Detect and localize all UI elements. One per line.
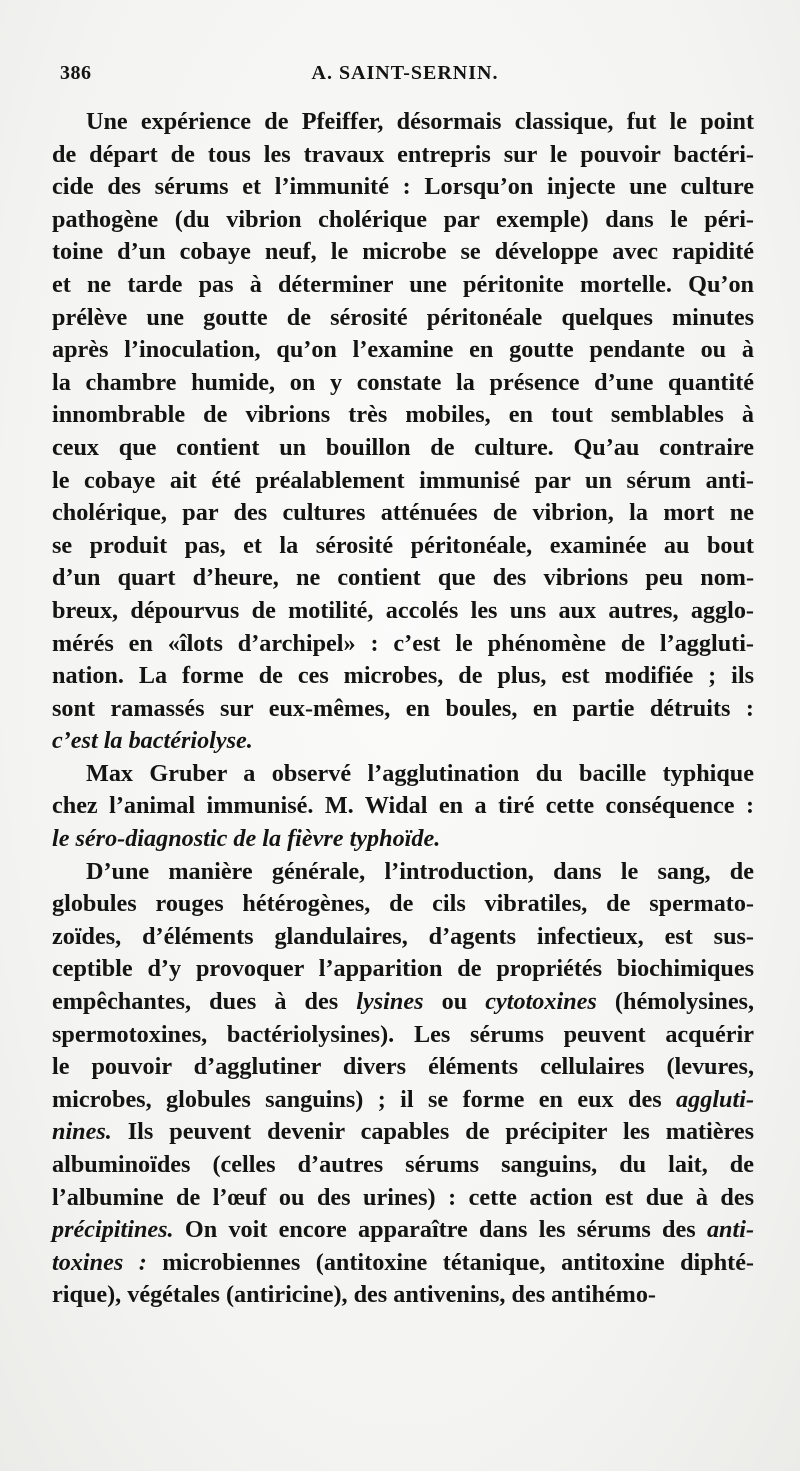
text-line [52,1019,754,1052]
text-run: de départ de tous les travaux entrepris sur le pouvoir bactéri- [52,140,754,168]
text-line [52,399,754,432]
text-run: cide des sérums et l’immunité : Lorsqu’on injecte une culture [52,173,754,201]
text-line [52,953,754,986]
body-text [52,106,754,1312]
text-line [52,139,754,172]
text-run: ceux que contient un bouillon de culture. Qu’au contraire [52,433,754,461]
italic-text: c’est la bactériolyse. [52,727,253,755]
text-run: albuminoïdes (celles d’autres sérums sanguins, du lait, de [52,1151,754,1178]
page-header [60,62,750,92]
text-line [52,1214,754,1247]
text-run: le pouvoir d’agglutiner divers éléments cellulaires (levures, [52,1053,754,1081]
text-run: innombrable de vibrions très mobiles, en tout semblables à [52,401,754,429]
text-line [52,302,754,335]
text-line [52,986,754,1019]
text-line [52,856,754,889]
text-run: ou [423,988,486,1016]
text-run: zoïdes, d’éléments glandulaires, d’agents infectieux, est sus- [52,922,754,950]
text-run: nation. La forme de ces microbes, de plus, est modifiée ; ils [52,662,754,690]
text-line [52,693,754,726]
text-line [52,823,754,856]
text-run: sont ramassés sur eux-mêmes, en boules, en partie détruits : [52,694,754,722]
italic-text: lysines [356,988,424,1016]
text-run: Ils peuvent devenir capables de précipiter les matières [111,1118,754,1146]
italic-text: aggluti- [676,1085,754,1113]
italic-text: nines. [52,1118,112,1146]
text-line [52,171,754,204]
text-run: l’albumine de l’œuf ou des urines) : cette action est due à des [52,1183,754,1211]
text-run: rique), végétales (antiricine), des antivenins, des antihémo- [52,1281,656,1309]
text-line [52,921,754,954]
running-title: A. SAINT-SERNIN. [311,62,499,84]
text-line [52,1247,754,1280]
text-run: empêchantes, dues à des [52,988,357,1016]
text-line [52,106,754,139]
page-number: 386 [60,62,92,84]
text-line [52,497,754,530]
text-run: après l’inoculation, qu’on l’examine en goutte pendante ou à [52,336,754,364]
text-run: globules rouges hétérogènes, de cils vibratiles, de spermato- [52,890,754,918]
text-line [52,334,754,367]
text-line [52,888,754,921]
italic-text: toxines : [52,1248,147,1276]
text-line [52,628,754,661]
text-line [52,269,754,302]
text-line [52,530,754,563]
text-run: On voit encore apparaître dans les sérums des [173,1216,707,1244]
text-run: spermotoxines, bactériolysines). Les sérums peuvent acquérir [52,1020,754,1048]
paragraph [52,106,754,758]
text-run: cholérique, par des cultures atténuées de vibrion, la mort ne [52,499,754,527]
text-line [52,725,754,758]
text-line [52,660,754,693]
paragraph [52,758,754,856]
text-run: Une expérience de Pfeiffer, désormais classique, fut le point [86,108,754,135]
text-line [52,204,754,237]
italic-text: précipitines. [52,1216,174,1244]
text-run: et ne tarde pas à déterminer une péritonite mortelle. Qu’on [52,270,754,298]
text-run: d’un quart d’heure, ne contient que des vibrions peu nom- [52,564,754,592]
text-line [52,1051,754,1084]
text-line [52,1182,754,1215]
italic-text: cytotoxines [485,988,597,1016]
text-line [52,562,754,595]
text-run: chez l’animal immunisé. M. Widal en a tiré cette conséquence : [52,792,754,820]
text-line [52,758,754,791]
text-run: microbiennes (antitoxine tétanique, antitoxine diphté- [146,1248,754,1276]
text-run: toine d’un cobaye neuf, le microbe se développe avec rapidité [52,238,754,266]
text-run: pathogène (du vibrion cholérique par exemple) dans le péri- [52,205,754,233]
text-run: le cobaye ait été préalablement immunisé par un sérum anti- [52,466,754,494]
text-line [52,790,754,823]
text-run: Max Gruber a observé l’agglutination du bacille typhique [86,759,754,787]
italic-text: anti- [706,1216,754,1244]
text-line [52,465,754,498]
text-line [52,1149,754,1182]
text-line [52,1116,754,1149]
text-run: D’une manière générale, l’introduction, dans le sang, de [86,857,754,885]
text-run: prélève une goutte de sérosité péritonéale quelques minutes [52,303,754,331]
italic-text: le séro-diagnostic de la fièvre typhoïde. [52,825,441,853]
text-run: breux, dépourvus de motilité, accolés les uns aux autres, agglo- [52,596,754,624]
text-run: ceptible d’y provoquer l’apparition de propriétés biochimiques [52,955,754,983]
text-run: microbes, globules sanguins) ; il se forme en eux des [52,1085,677,1113]
text-line [52,1084,754,1117]
text-line [52,1279,754,1312]
text-line [52,595,754,628]
paragraph [52,856,754,1312]
text-line [52,236,754,269]
text-run: se produit pas, et la sérosité péritonéale, examinée au bout [52,531,754,559]
text-run: (hémolysines, [596,988,755,1016]
text-line [52,432,754,465]
text-run: la chambre humide, on y constate la présence d’une quantité [52,368,754,396]
text-run: mérés en «îlots d’archipel» : c’est le phénomène de l’aggluti- [52,629,754,657]
text-line [52,367,754,400]
